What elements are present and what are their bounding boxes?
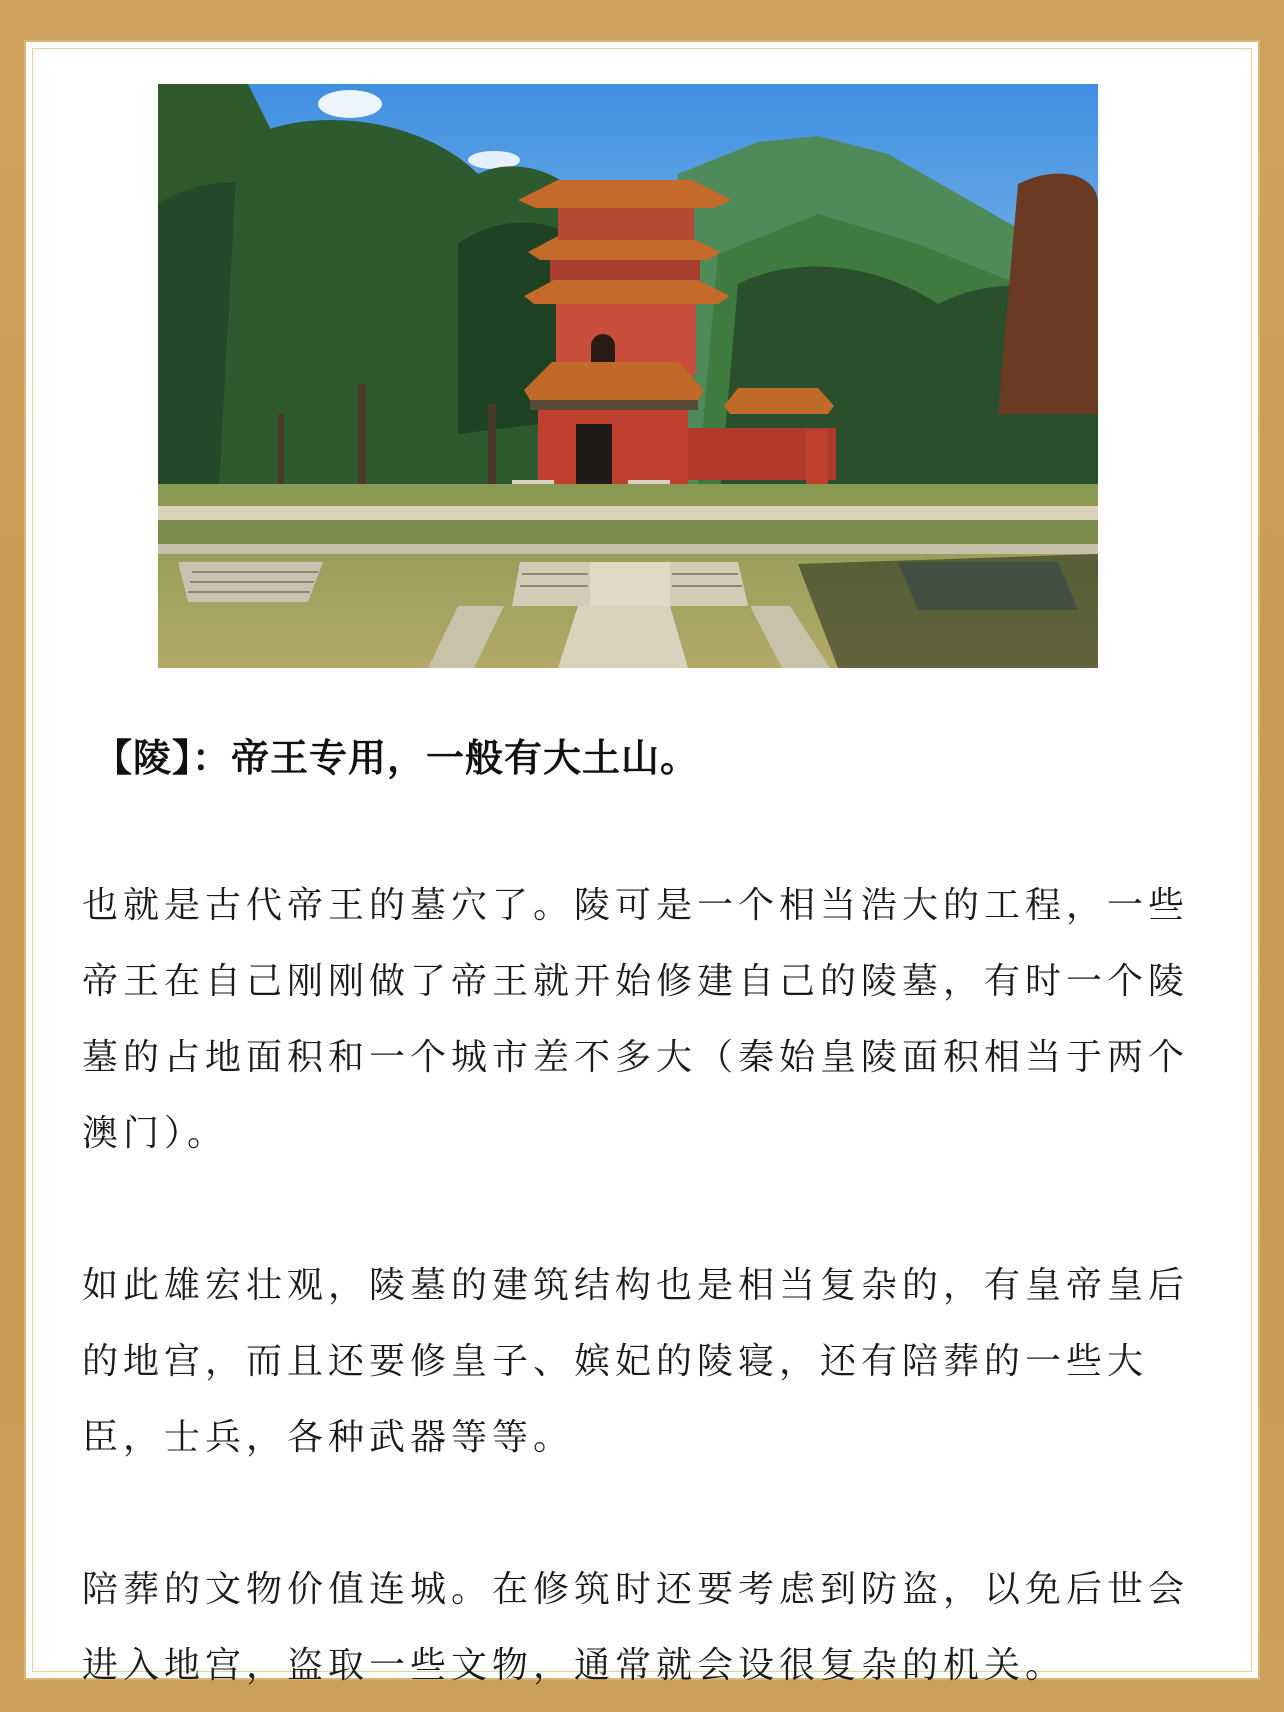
paragraph-3: 陪葬的文物价值连城。在修筑时还要考虑到防盗，以免后世会进入地宫，盗取一些文物，通常就会设很复杂的机关。 <box>82 1569 1190 1686</box>
mausoleum-photo <box>158 84 1098 668</box>
stone-path <box>558 606 688 668</box>
page-heading: 【陵】：帝王专用，一般有大土山。 <box>94 736 700 780</box>
paragraph-2: 如此雄宏壮观，陵墓的建筑结构也是相当复杂的，有皇帝皇后的地宫，而且还要修皇子、嫔妃的陵寝，还有陪葬的一些大臣，士兵，各种武器等等。 <box>82 1265 1190 1458</box>
content-card <box>24 40 1260 1686</box>
paragraph-1: 也就是古代帝王的墓穴了。陵可是一个相当浩大的工程，一些帝王在自己刚刚做了帝王就开始修建自己的陵墓，有时一个陵墓的占地面积和一个城市差不多大（秦始皇陵面积相当于两个澳门）。 <box>82 885 1190 1154</box>
